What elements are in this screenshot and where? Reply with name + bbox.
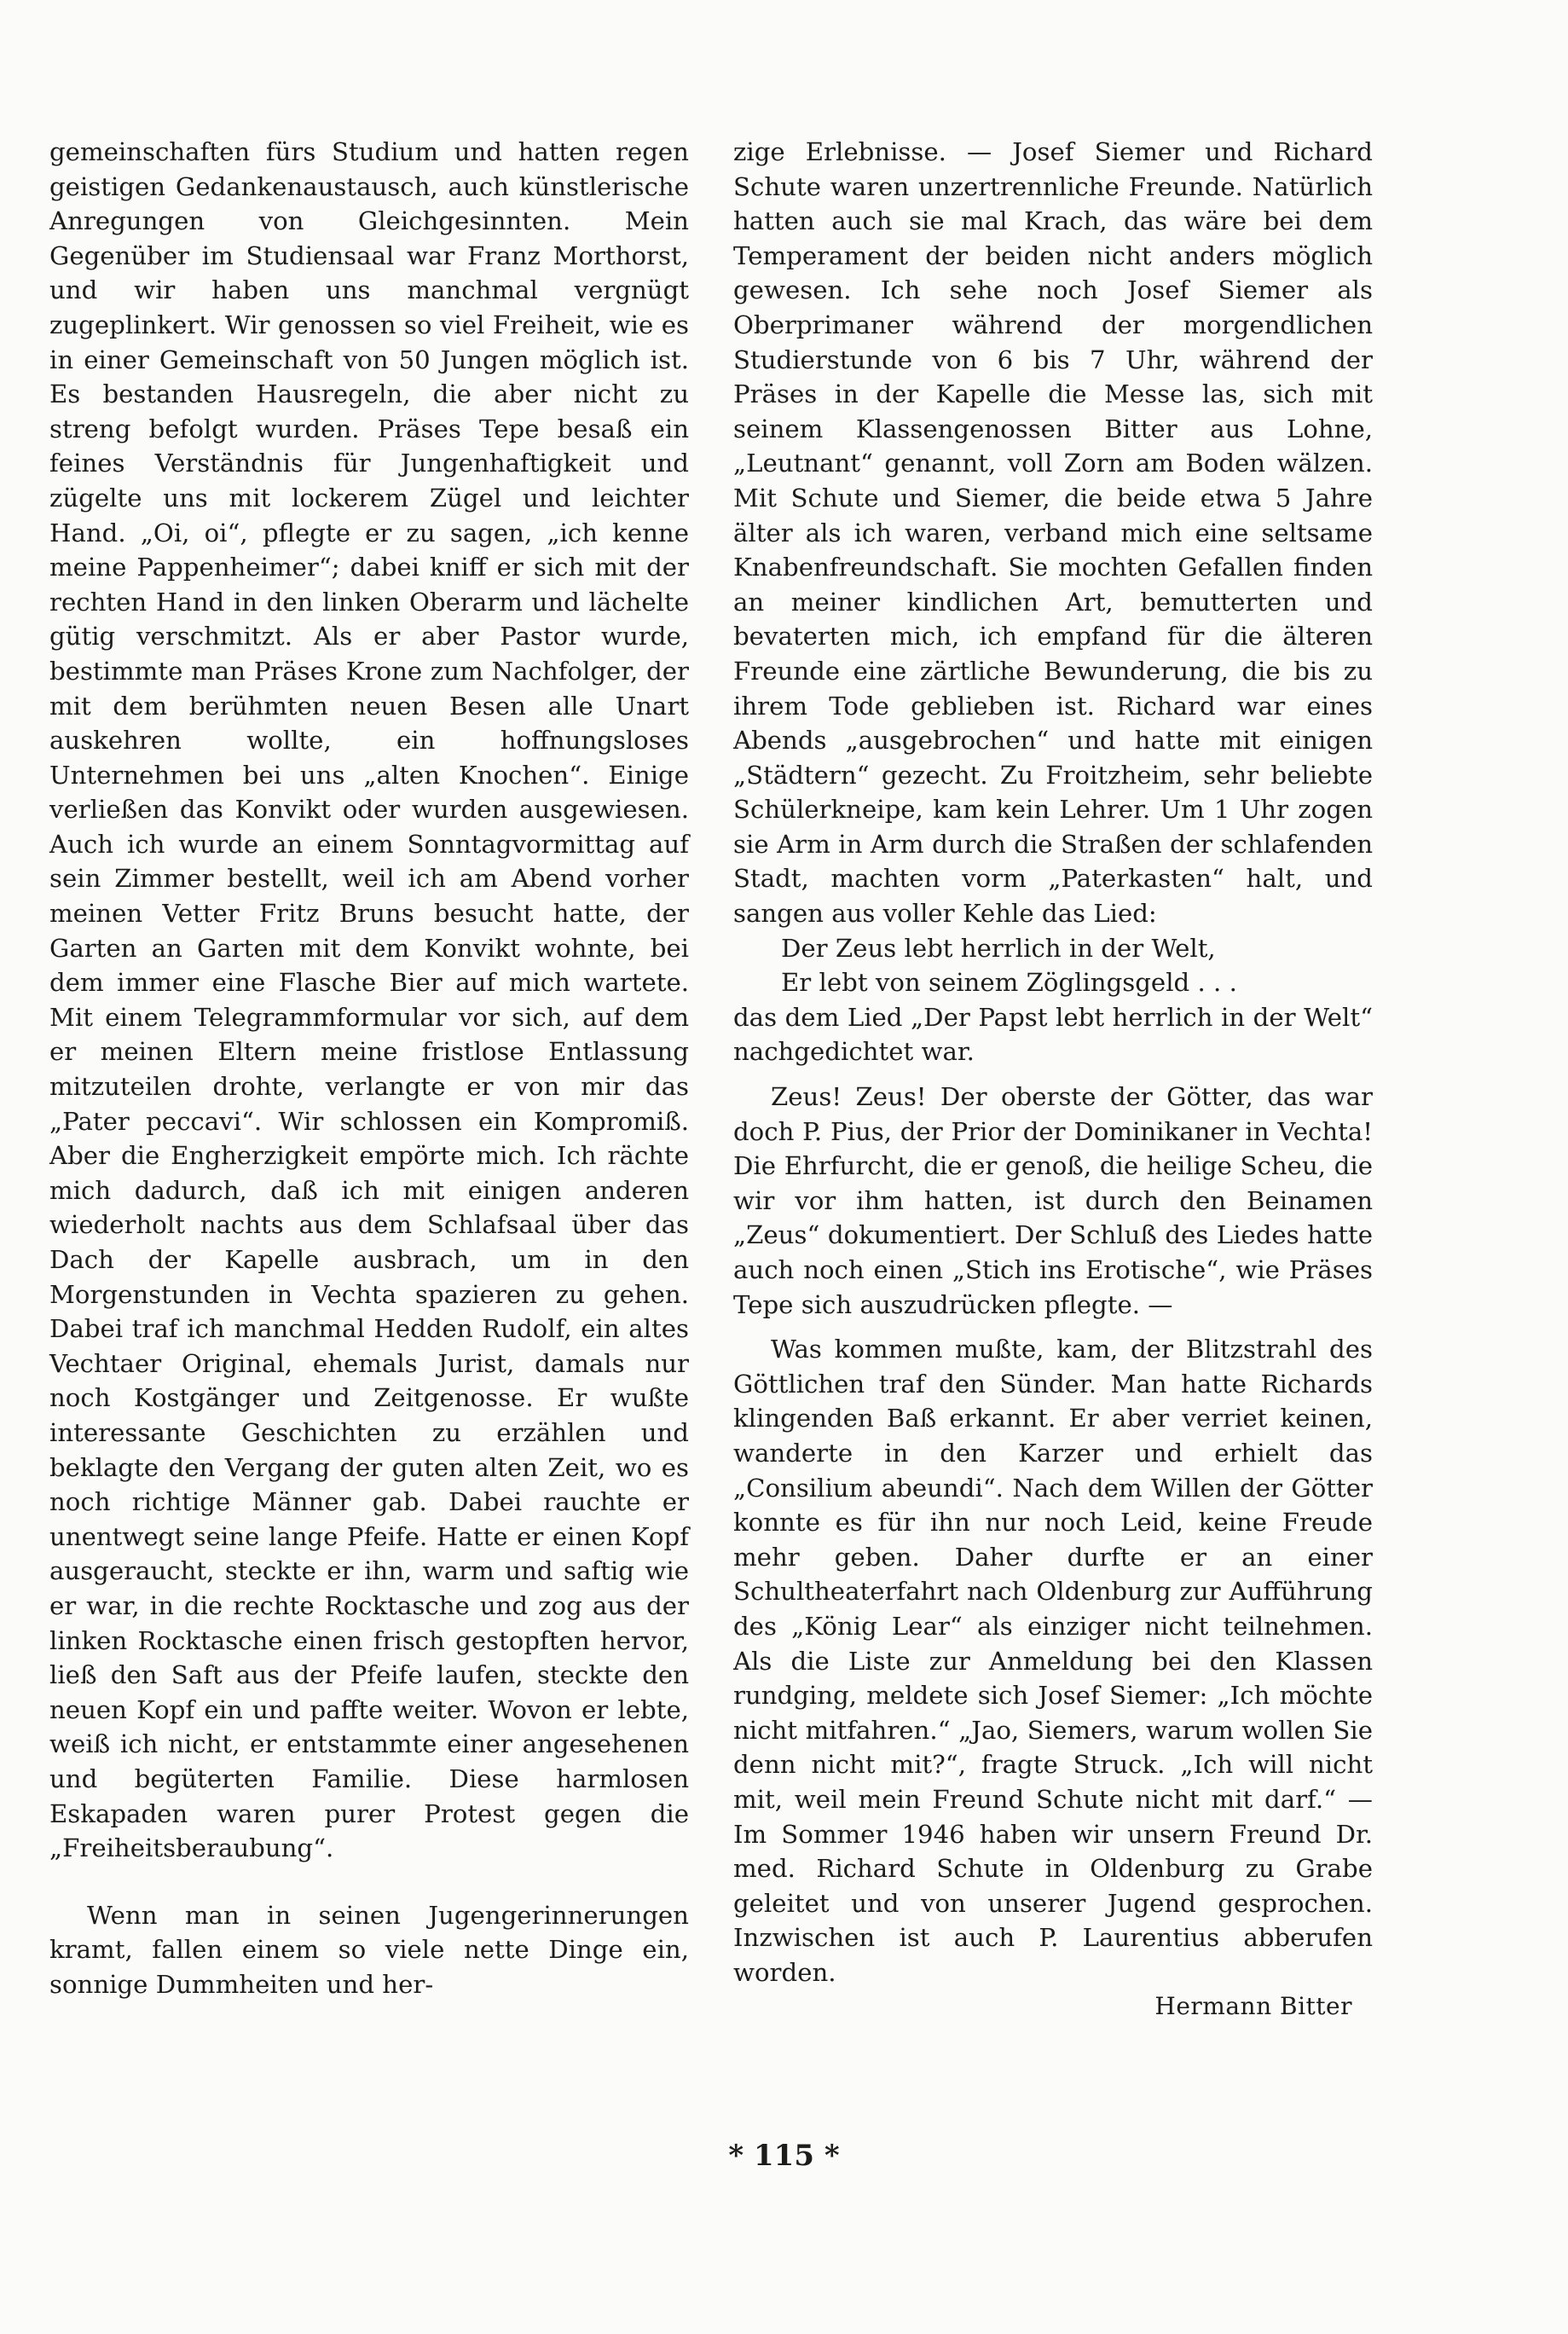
author-signature: Hermann Bitter: [1154, 1992, 1352, 2021]
paragraph: zige Erlebnisse. — Josef Siemer und Richard Schute waren unzertrennliche Freunde. Natürlich hatten auch sie mal Krach, das wäre bei dem Temperament der beiden nicht anders möglich gewesen. Ich sehe noch Josef Siemer als Oberprimaner während der morgendlichen Studierstunde von 6 bis 7 Uhr, während der Präses in der Kapelle die Messe las, sich mit seinem Klassengenossen Bitter aus Lohne, „Leutnant“ genannt, voll Zorn am Boden wälzen. Mit Schute und Siemer, die beide etwa 5 Jahre älter als ich waren, verband mich eine seltsame Knabenfreundschaft. Sie mochten Gefallen finden an meiner kindlichen Art, bemutterten und bevaterten mich, ich empfand für die älteren Freunde eine zärtliche Bewunderung, die bis zu ihrem Tode geblieben ist. Richard war eines Abends „ausgebrochen“ und hatte mit einigen „Städtern“ gezecht. Zu Froitzheim, sehr beliebte Schülerkneipe, kam kein Lehrer. Um 1 Uhr zogen sie Arm in Arm durch die Straßen der schlafenden Stadt, machten vorm „Paterkasten“ halt, und sangen aus voller Kehle das Lied:: [733, 137, 1373, 929]
song-verse-line: Der Zeus lebt herrlich in der Welt,: [781, 933, 1216, 963]
paragraph: Wenn man in seinen Jugengerinnerungen kramt, fallen einem so viele nette Dinge ein, sonnige Dummheiten und her-: [49, 1900, 689, 1999]
page-number: * 115 *: [728, 2139, 840, 2173]
left-column: [49, 135, 689, 2001]
paragraph: Was kommen mußte, kam, der Blitzstrahl des Göttlichen traf den Sünder. Man hatte Richards klingenden Baß erkannt. Er aber verriet keinen, wanderte in den Karzer und erhielt das „Consilium abeundi“. Nach dem Willen der Götter konnte es für ihn nur noch Leid, keine Freude mehr geben. Daher durfte er an einer Schultheaterfahrt nach Oldenburg zur Aufführung des „König Lear“ als einziger nicht teilnehmen. Als die Liste zur Anmeldung bei den Klassen rundging, meldete sich Josef Siemer: „Ich möchte nicht mitfahren.“ „Jao, Siemers, warum wollen Sie denn nicht mit?“, fragte Struck. „Ich will nicht mit, weil mein Freund Schute nicht mit darf.“ — Im Sommer 1946 haben wir unsern Freund Dr. med. Richard Schute in Oldenburg zu Grabe geleitet und von unserer Jugend gesprochen. Inzwischen ist auch P. Laurentius abberufen worden.: [733, 1335, 1373, 1987]
paragraph: das dem Lied „Der Papst lebt herrlich in der Welt“ nachgedichtet war.: [733, 1002, 1373, 1067]
song-verse-line: Er lebt von seinem Zöglingsgeld . . .: [781, 968, 1237, 998]
paragraph: Zeus! Zeus! Der oberste der Götter, das war doch P. Pius, der Prior der Dominikaner in Vechta! Die Ehrfurcht, die er genoß, die heilige Scheu, die wir vor ihm hatten, ist durch den Beinamen „Zeus“ dokumentiert. Der Schluß des Liedes hatte auch noch einen „Stich ins Erotische“, wie Präses Tepe sich auszudrücken pflegte. —: [733, 1082, 1373, 1319]
paragraph: gemeinschaften fürs Studium und hatten regen geistigen Gedankenaustausch, auch künstlerische Anregungen von Gleichgesinnten. Mein Gegenüber im Studiensaal war Franz Morthorst, und wir haben uns manchmal vergnügt zugeplinkert. Wir genossen so viel Freiheit, wie es in einer Gemeinschaft von 50 Jungen möglich ist. Es bestanden Hausregeln, die aber nicht zu streng befolgt wurden. Präses Tepe besaß ein feines Verständnis für Jungenhaftigkeit und zügelte uns mit lockerem Zügel und leichter Hand. „Oi, oi“, pflegte er zu sagen, „ich kenne meine Pappenheimer“; dabei kniff er sich mit der rechten Hand in den linken Oberarm und lächelte gütig verschmitzt. Als er aber Pastor wurde, bestimmte man Präses Krone zum Nachfolger, der mit dem berühmten neuen Besen alle Unart auskehren wollte, ein hoffnungsloses Unternehmen bei uns „alten Knochen“. Einige verließen das Konvikt oder wurden ausgewiesen. Auch ich wurde an einem Sonntagvormittag auf sein Zimmer bestellt, weil ich am Abend vorher meinen Vetter Fritz Bruns besucht hatte, der Garten an Garten mit dem Konvikt wohnte, bei dem immer eine Flasche Bier auf mich wartete. Mit einem Telegrammformular vor sich, auf dem er meinen Eltern meine fristlose Entlassung mitzuteilen drohte, verlangte er von mir das „Pater peccavi“. Wir schlossen ein Kompromiß. Aber die Engherzigkeit empörte mich. Ich rächte mich dadurch, daß ich mit einigen anderen wiederholt nachts aus dem Schlafsaal über das Dach der Kapelle ausbrach, um in den Morgenstunden in Vechta spazieren zu gehen. Dabei traf ich manchmal Hedden Rudolf, ein altes Vechtaer Original, ehemals Jurist, damals nur noch Kostgänger und Zeitgenosse. Er wußte interessante Geschichten zu erzählen und beklagte den Vergang der guten alten Zeit, wo es noch richtige Männer gab. Dabei rauchte er unentwegt seine lange Pfeife. Hatte er einen Kopf ausgeraucht, steckte er ihn, warm und saftig wie er war, in die rechte Rocktasche und zog aus der linken Rocktasche einen frisch gestopften hervor, ließ den Saft aus der Pfeife laufen, steckte den neuen Kopf ein und paffte weiter. Wovon er lebte, weiß ich nicht, er entstammte einer angesehenen und begüterten Familie. Diese harmlosen Eskapaden waren purer Protest gegen die „Freiheitsberaubung“.: [49, 137, 689, 1863]
right-column: [733, 135, 1373, 2024]
